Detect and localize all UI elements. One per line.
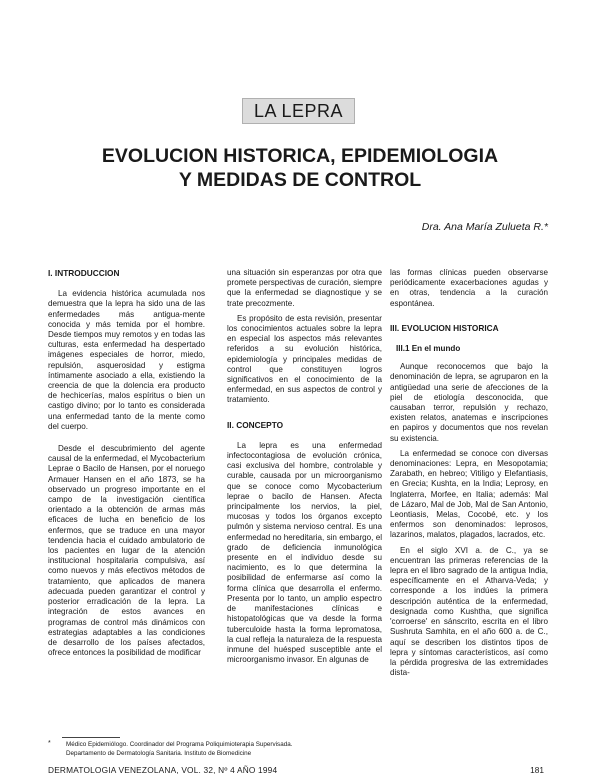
- subheading-en-el-mundo: III.1 En el mundo: [396, 344, 461, 354]
- footnote-mark: *: [48, 740, 51, 747]
- page-number: 181: [530, 765, 544, 775]
- footer-journal: DERMATOLOGIA VENEZOLANA, VOL. 32, Nº 4 AÑO 1994: [48, 765, 278, 775]
- heading-introduccion: I. INTRODUCCION: [48, 268, 120, 278]
- section-label: [242, 98, 355, 124]
- author: Dra. Ana María Zulueta R.*: [421, 221, 548, 233]
- paragraph: En el siglo XVI a. de C., ya se encuentran las primeras referencias de la lepra en el libro sagrado de la antigua India, específicamente en el Atharva-Veda; y corresponde a los indúes la primera descripción auténtica de la enfermedad, designada como Kushtha, que significa 'corroerse' en sánscrito, escrita en el libro Sushruta Samhita, en el año 600 a. de C., aquí se describen los distintos tipos de lepra y síntomas característicos, así como la pérdida progresiva de las extremidades dista-: [390, 545, 548, 678]
- paragraph: La evidencia histórica acumulada nos demuestra que la lepra ha sido una de las enfermedades más antigua-mente conocida y más temida por el hombre. Desde tiempos muy remotos y en todas las culturas, esta enfermedad ha despertado imágenes especiales de horror, miedo, repulsión, asquerosidad y estigma íntimamente asociado a ella, existiendo la creencia de que la dolencia era producto de hechicerías, malos espíritus o bien un castigo divino; por lo tanto es considerada una enfermedad tanto de la mente como del cuerpo.: [48, 289, 205, 431]
- section-label-text: LA LEPRA: [253, 100, 344, 121]
- paragraph: las formas clínicas pueden observarse periódicamente exacerbaciones agudas y en otras, tendencia a la curación espontánea.: [390, 268, 548, 308]
- article-title: [40, 144, 560, 192]
- footnote-divider: [62, 737, 120, 738]
- paragraph: La lepra es una enfermedad infectocontagiosa de evolución crónica, casi exclusiva del hombre, controlable y curable, causada por un microorganismo que se conoce como Mycobacterium leprae o bacilo de Hansen. Afecta principalmente los nervios, la piel, mucosas y todos los órganos excepto pulmón y sistema nervioso central. Es una enfermedad no hereditaria, sin embargo, el grado de deficiencia inmunológica presente en el individuo desde su nacimiento, es lo que determina la posibilidad de enfermarse así como la forma clínica que desarrolla el enfermo. Presenta por lo tanto, un amplio espectro de manifestaciones clínicas e histopatológicas que va desde la forma tuberculoide hasta la forma lepromatosa, la cual refleja la naturaleza de la respuesta inmune del huésped susceptible ante el microorganismo invasor. En algunas de: [227, 440, 382, 665]
- column-3: [390, 268, 548, 683]
- heading-concepto: II. CONCEPTO: [227, 419, 284, 430]
- heading-evolucion-historica: III. EVOLUCION HISTORICA: [390, 322, 499, 333]
- column-2: [227, 268, 382, 670]
- title-line-2: Y MEDIDAS DE CONTROL: [178, 169, 422, 191]
- paragraph: una situación sin esperanzas por otra que promete perspectivas de curación, siempre que la enfermedad se diagnostique y se trate precozmente.: [227, 268, 382, 308]
- paragraph: Es propósito de esta revisión, presentar los conocimientos actuales sobre la lepra en especial los aspectos más relevantes referidos a su evolución histórica, epidemiología y principales medidas de control que constituyen logros significativos en el conocimiento de la enfermedad, en sus aspectos de control y tratamiento.: [227, 313, 382, 405]
- footnote-line-1: Médico Epidemiólogo. Coordinador del Programa Poliquimioterapia Supervisada.: [66, 741, 293, 748]
- footnote: [66, 740, 386, 758]
- column-1: [48, 268, 205, 663]
- footnote-line-2: Departamento de Dermatología Sanitaria. Instituto de Biomedicine: [66, 750, 252, 757]
- paragraph: Aunque reconocemos que bajo la denominación de lepra, se agruparon en la antigüedad una serie de afecciones de la piel de etiología desconocida, que causaban terror, repulsión y rechazo, existen relatos, anatemas e inscripciones en papiros y documentos que nos revelan su existencia.: [390, 362, 548, 443]
- paragraph: La enfermedad se conoce con diversas denominaciones: Lepra, en Mesopotamia; Zarabath, en hebreo; Vitiligo y Elefantiasis, en Grecia; Kushta, en la India; Leprosy, en Inglaterra, Morfee, en Italia; además: Mal de Lázaro, Mal de Job, Mal de San Antonio, Leontiasis, Melas, Cocobé, etc. y los enfermos son denominados: leprosos, lazarinos, malatos, plagados, lacrados, etc.: [390, 448, 548, 540]
- title-line-1: EVOLUCION HISTORICA, EPIDEMIOLOGIA: [101, 145, 499, 167]
- paragraph: Desde el descubrimiento del agente causal de la enfermedad, el Mycobacterium Leprae o Bacilo de Hansen, por el noruego Armauer Hansen en el año 1873, se ha observado un progreso importante en el campo de la investigación científica orientado a la obtención de armas más eficaces de lucha en beneficio de los enfermos, que se traduce en una mayor tendencia hacia el cuidado ambulatorio de los pacientes en lugar de la atención institucional hospitalaria compulsiva, así como nuevos y más efectivos métodos de tratamiento, que aplicados de manera adecuada pueden garantizar el control y posterior erradicación de la lepra. La integración de estos avances en programas de control más dinámicos con estrategias adaptables a las condiciones de desarrollo de los países afectados, ofrece entonces la posibilidad de modificar: [48, 444, 205, 658]
